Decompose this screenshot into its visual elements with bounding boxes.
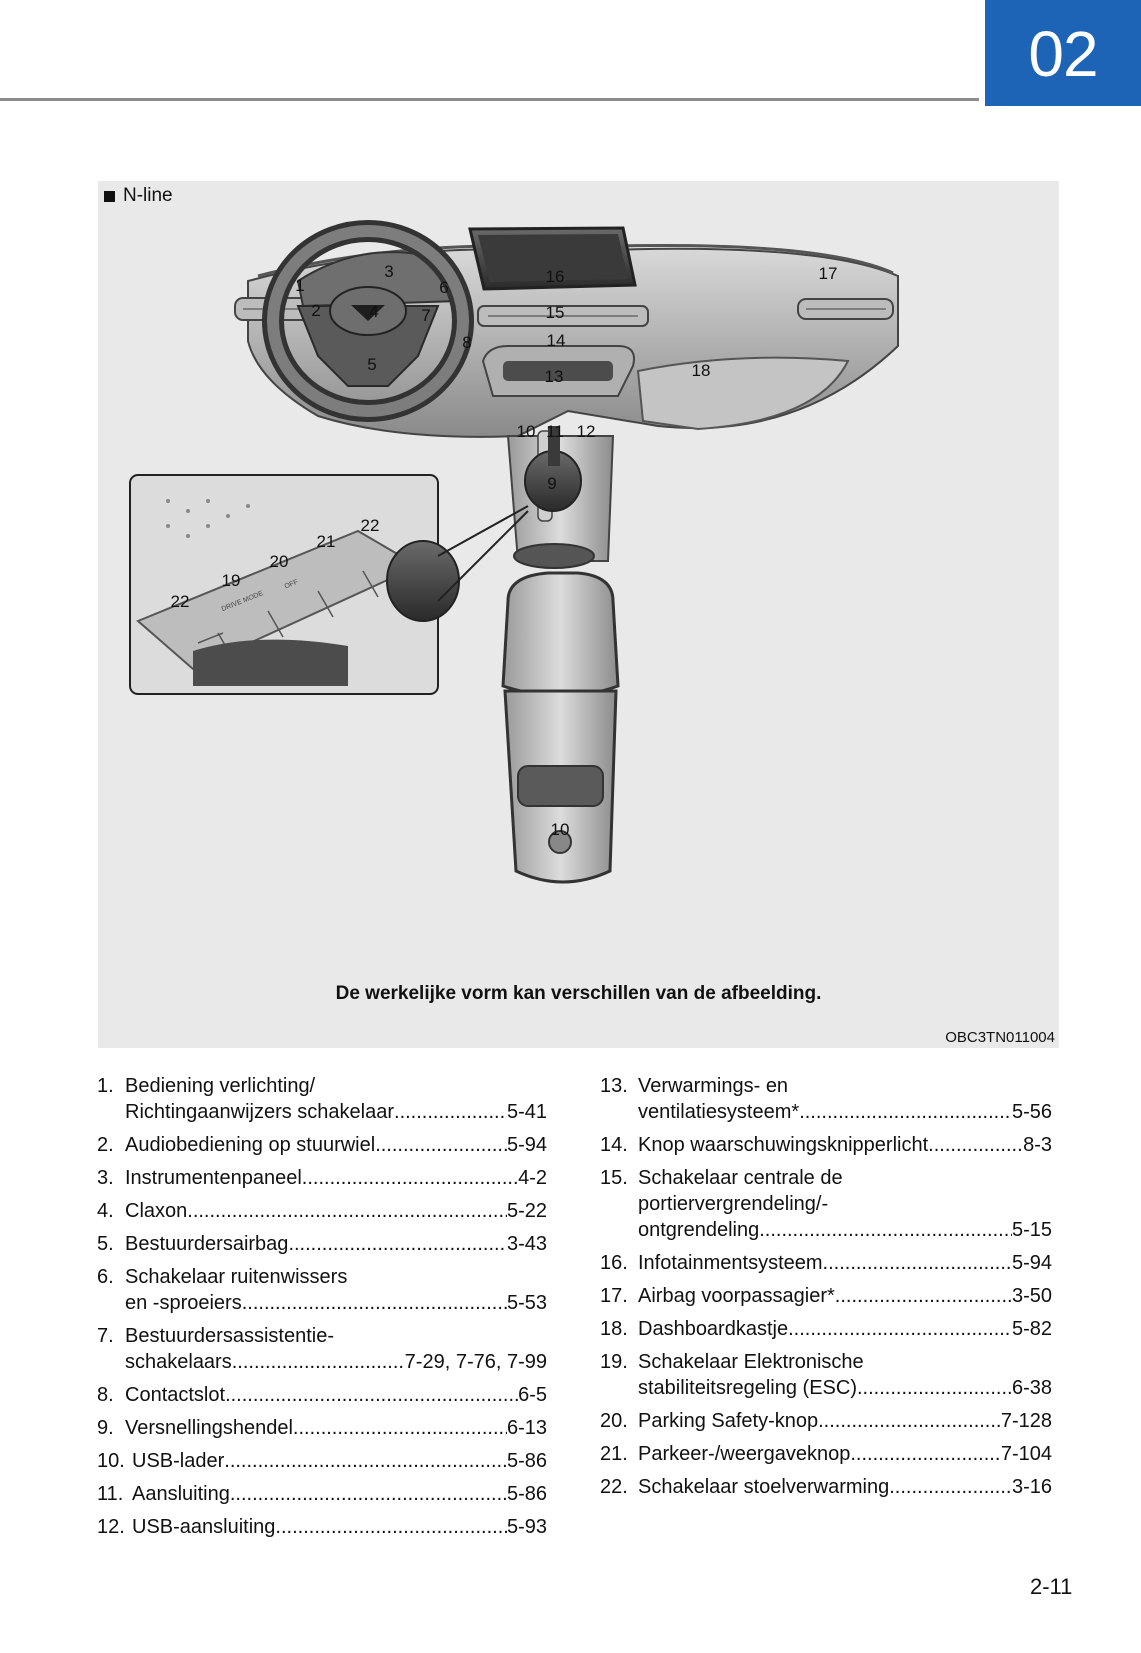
list-item: 1. Bediening verlichting/ Richtingaanwijzers schakelaar ..... 5-41: [97, 1073, 547, 1125]
list-item: 16. Infotainmentsysteem ..... 5-94: [600, 1250, 1052, 1276]
figure-caption: De werkelijke vorm kan verschillen van de afbeelding.: [335, 983, 822, 1004]
page-number: 2-11: [1030, 1574, 1073, 1599]
list-item: 17. Airbag voorpassagier* ..... 3-50: [600, 1283, 1052, 1309]
list-item: 10. USB-lader ..... 5-86: [97, 1448, 547, 1474]
list-item: 20. Parking Safety-knop ..... 7-128: [600, 1408, 1052, 1434]
list-item: 4. Claxon ..... 5-22: [97, 1198, 547, 1224]
dashboard-figure: [98, 181, 1059, 1048]
list-item: 11. Aansluiting ..... 5-86: [97, 1481, 547, 1507]
callout: 2: [311, 301, 321, 320]
callout: 16: [545, 267, 565, 286]
callout: 20: [269, 552, 289, 571]
list-item: 14. Knop waarschuwingsknipperlicht ..... 8-3: [600, 1132, 1052, 1158]
list-item: 9. Versnellingshendel ..... 6-13: [97, 1415, 547, 1441]
callout: 10: [550, 820, 570, 839]
callout: 19: [221, 571, 241, 590]
callout: 1: [295, 276, 305, 295]
callout: 3: [384, 262, 394, 281]
callout: 5: [367, 355, 377, 374]
chapter-tab: 02: [985, 0, 1141, 106]
callout: 14: [546, 331, 566, 350]
callout: 21: [316, 532, 336, 551]
legend-list-left: [97, 1073, 547, 1547]
list-item: 5. Bestuurdersairbag ..... 3-43: [97, 1231, 547, 1257]
list-item: 21. Parkeer-/weergaveknop ..... 7-104: [600, 1441, 1052, 1467]
list-item: 8. Contactslot ..... 6-5: [97, 1382, 547, 1408]
callout: 15: [545, 303, 565, 322]
callout: 9: [547, 474, 557, 493]
list-item: 7. Bestuurdersassistentie- schakelaars ..... 7-29, 7-76, 7-99: [97, 1323, 547, 1375]
list-item: 6. Schakelaar ruitenwissers en -sproeiers ..... 5-53: [97, 1264, 547, 1316]
callout: 22: [360, 516, 380, 535]
list-item: 19. Schakelaar Elektronische stabiliteitsregeling (ESC) ..... 6-38: [600, 1349, 1052, 1401]
dashboard-illustration: [98, 181, 1059, 1048]
callout: 4: [369, 302, 379, 321]
square-bullet-icon: [104, 191, 115, 202]
list-item: 18. Dashboardkastje ..... 5-82: [600, 1316, 1052, 1342]
list-item: 22. Schakelaar stoelverwarming ..... 3-16: [600, 1474, 1052, 1500]
callout: 8: [462, 333, 472, 352]
callout: 13: [544, 367, 564, 386]
callout: 11: [546, 422, 564, 441]
callout: 18: [691, 361, 711, 380]
list-item: 2. Audiobediening op stuurwiel ..... 5-94: [97, 1132, 547, 1158]
parking-off-label: OFF: [283, 578, 300, 591]
callout: 17: [818, 264, 838, 283]
variant-label: N-line: [104, 185, 173, 207]
header-rule: [0, 98, 979, 101]
list-item: 12. USB-aansluiting ..... 5-93: [97, 1514, 547, 1540]
list-item: 3. Instrumentenpaneel ..... 4-2: [97, 1165, 547, 1191]
list-item: 13. Verwarmings- en ventilatiesysteem* ..... 5-56: [600, 1073, 1052, 1125]
list-item: 15. Schakelaar centrale de portiervergrendeling/- ontgrendeling ..... 5-15: [600, 1165, 1052, 1243]
drive-mode-label: DRIVE MODE: [220, 590, 265, 614]
callout: 12: [576, 422, 596, 441]
figure-code: OBC3TN011004: [945, 1029, 1055, 1046]
callout: 22: [170, 592, 190, 611]
callout: 7: [421, 306, 431, 325]
callout: 10: [516, 422, 536, 441]
legend-list-right: [600, 1073, 1052, 1507]
callout: 6: [439, 278, 449, 297]
